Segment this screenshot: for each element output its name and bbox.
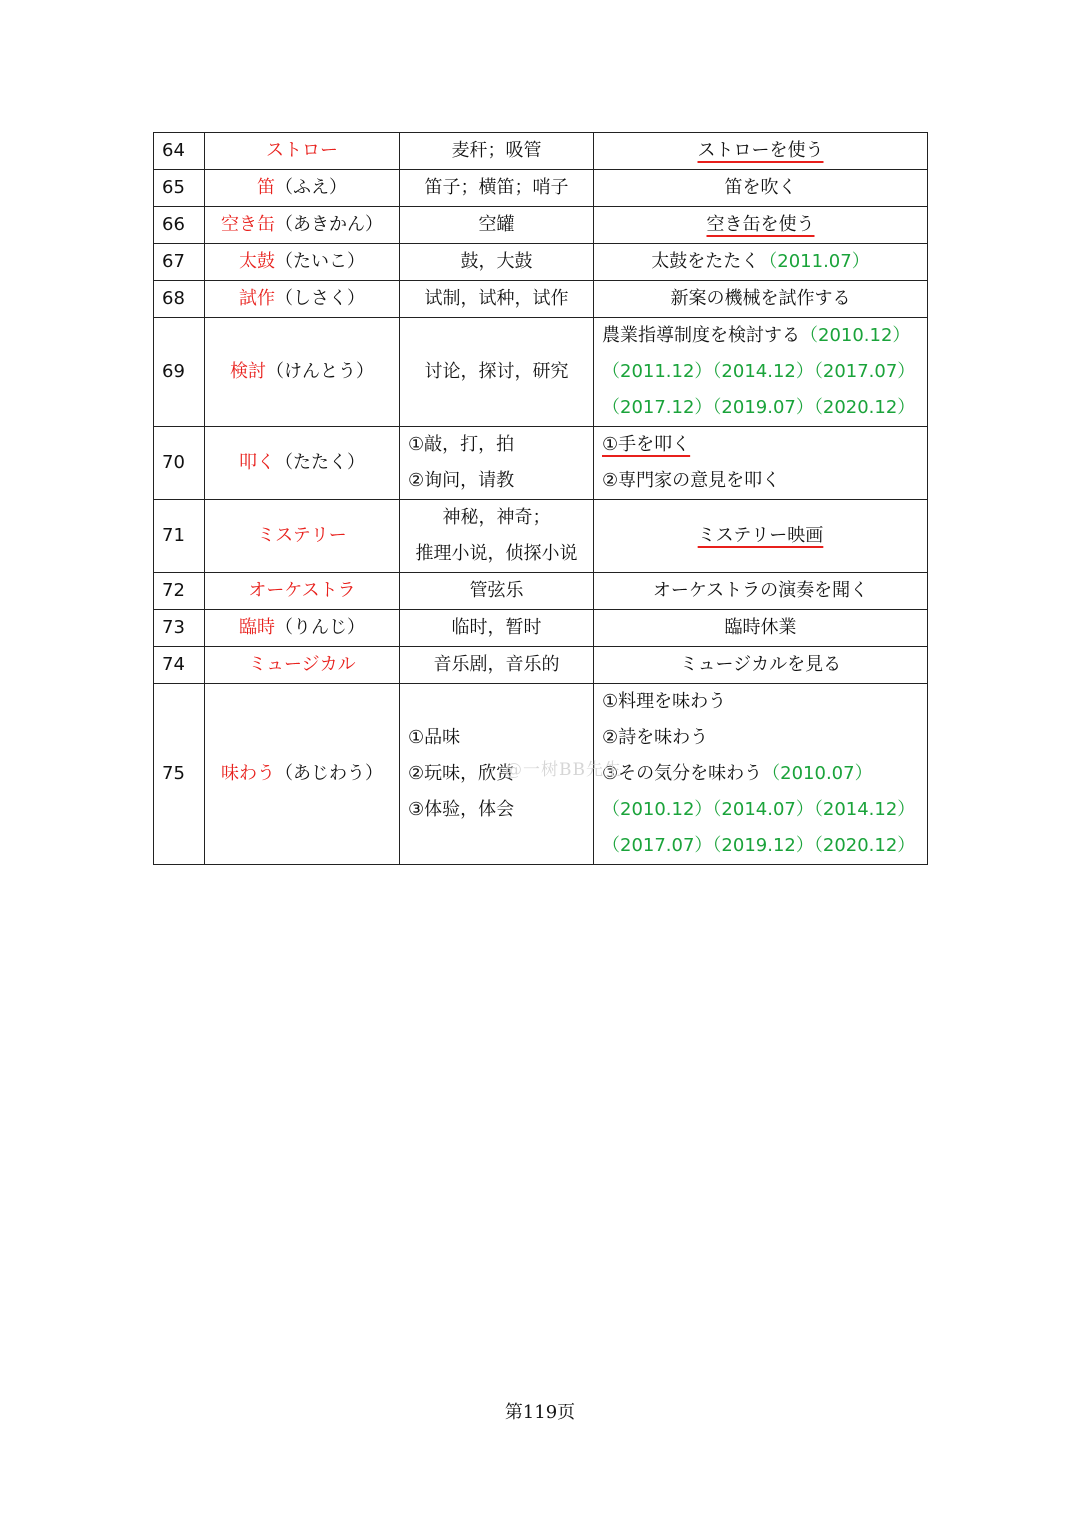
vocab-reading: （ふえ） — [275, 177, 347, 198]
vocab-word: ミステリー — [257, 525, 347, 546]
vocab-word: 味わう — [221, 763, 275, 784]
meaning: 笛子；横笛；哨子 — [400, 170, 594, 207]
page-number: 第119页 — [504, 1402, 576, 1423]
example-sentence: ミステリー映画 — [697, 525, 824, 546]
table-row — [154, 318, 928, 427]
row-number: 67 — [154, 244, 205, 281]
example-sentence: 臨時休業 — [594, 610, 928, 647]
example-sentence: ストローを使う — [697, 140, 824, 161]
meaning: 管弦乐 — [400, 573, 594, 610]
meaning: 试制，试种，试作 — [400, 281, 594, 318]
vocab-word: ストロー — [266, 140, 338, 161]
vocab-reading: （あきかん） — [275, 214, 383, 235]
meaning: 临时，暂时 — [400, 610, 594, 647]
table-row — [154, 573, 928, 610]
example-sentence: 空き缶を使う — [706, 214, 815, 235]
table-row — [154, 281, 928, 318]
meaning: 神秘，神奇； — [442, 507, 551, 528]
vocab-word: 試作 — [239, 288, 275, 309]
vocab-word: 叩く — [239, 452, 275, 473]
row-number: 69 — [154, 318, 205, 427]
example-sentence: 新案の機械を試作する — [594, 281, 928, 318]
exam-dates: （2011.07） — [759, 251, 870, 272]
meaning: ②询问，请教 — [408, 470, 515, 491]
watermark: @一树BB先生 — [505, 760, 622, 780]
vocab-reading: （りんじ） — [275, 617, 365, 638]
row-number: 71 — [154, 500, 205, 573]
meaning: 讨论，探讨，研究 — [400, 318, 594, 427]
example-sentence: ③その気分を味わう — [602, 763, 763, 784]
vocab-reading: （あじわう） — [275, 763, 383, 784]
row-number: 68 — [154, 281, 205, 318]
exam-dates: （2017.07）（2019.12）（2020.12） — [602, 835, 916, 856]
vocab-word: 笛 — [257, 177, 275, 198]
table-row — [154, 170, 928, 207]
example-sentence: ミュージカルを見る — [594, 647, 928, 684]
example-sentence: 農業指導制度を検討する — [602, 325, 800, 346]
row-number: 64 — [154, 133, 205, 170]
vocab-word: 太鼓 — [239, 251, 275, 272]
example-sentence: ②専門家の意見を叩く — [602, 470, 781, 491]
exam-dates: （2017.12）（2019.07）（2020.12） — [602, 397, 916, 418]
row-number: 70 — [154, 427, 205, 500]
vocab-reading: （しさく） — [275, 288, 365, 309]
vocab-reading: （たたく） — [275, 452, 365, 473]
table-row — [154, 684, 928, 865]
table-row — [154, 427, 928, 500]
meaning: 推理小说，侦探小说 — [415, 543, 578, 564]
vocab-word: 臨時 — [239, 617, 275, 638]
exam-dates: （2010.07） — [762, 763, 873, 784]
meaning: ②玩味，欣赏 — [408, 763, 515, 784]
table-row — [154, 610, 928, 647]
vocab-word: 検討 — [230, 361, 266, 382]
row-number: 74 — [154, 647, 205, 684]
example-sentence: ①料理を味わう — [602, 691, 727, 712]
table-row — [154, 500, 928, 573]
row-number: 75 — [154, 684, 205, 865]
table-row — [154, 207, 928, 244]
vocab-reading: （たいこ） — [275, 251, 365, 272]
meaning: ①敲，打，拍 — [408, 434, 515, 455]
vocab-word: オーケストラ — [248, 580, 356, 601]
example-sentence: ②詩を味わう — [602, 727, 709, 748]
meaning: 鼓，大鼓 — [400, 244, 594, 281]
example-sentence: オーケストラの演奏を聞く — [594, 573, 928, 610]
meaning: 麦秆；吸管 — [400, 133, 594, 170]
table-row — [154, 244, 928, 281]
example-sentence: ①手を叩く — [602, 434, 691, 455]
exam-dates: （2010.12）（2014.07）（2014.12） — [602, 799, 916, 820]
meaning: ①品味 — [408, 727, 461, 748]
row-number: 65 — [154, 170, 205, 207]
exam-dates: （2011.12）（2014.12）（2017.07） — [602, 361, 916, 382]
table-row — [154, 133, 928, 170]
exam-dates: （2010.12） — [800, 325, 911, 346]
table-row — [154, 647, 928, 684]
row-number: 72 — [154, 573, 205, 610]
example-sentence: 笛を吹く — [594, 170, 928, 207]
vocab-reading: （けんとう） — [266, 361, 374, 382]
meaning: 音乐剧，音乐的 — [400, 647, 594, 684]
example-sentence: 太鼓をたたく — [651, 251, 760, 272]
row-number: 73 — [154, 610, 205, 647]
vocab-word: ミュージカル — [248, 654, 356, 675]
vocabulary-table — [153, 132, 928, 865]
row-number: 66 — [154, 207, 205, 244]
meaning: 空罐 — [400, 207, 594, 244]
meaning: ③体验，体会 — [408, 799, 515, 820]
vocab-word: 空き缶 — [221, 214, 275, 235]
